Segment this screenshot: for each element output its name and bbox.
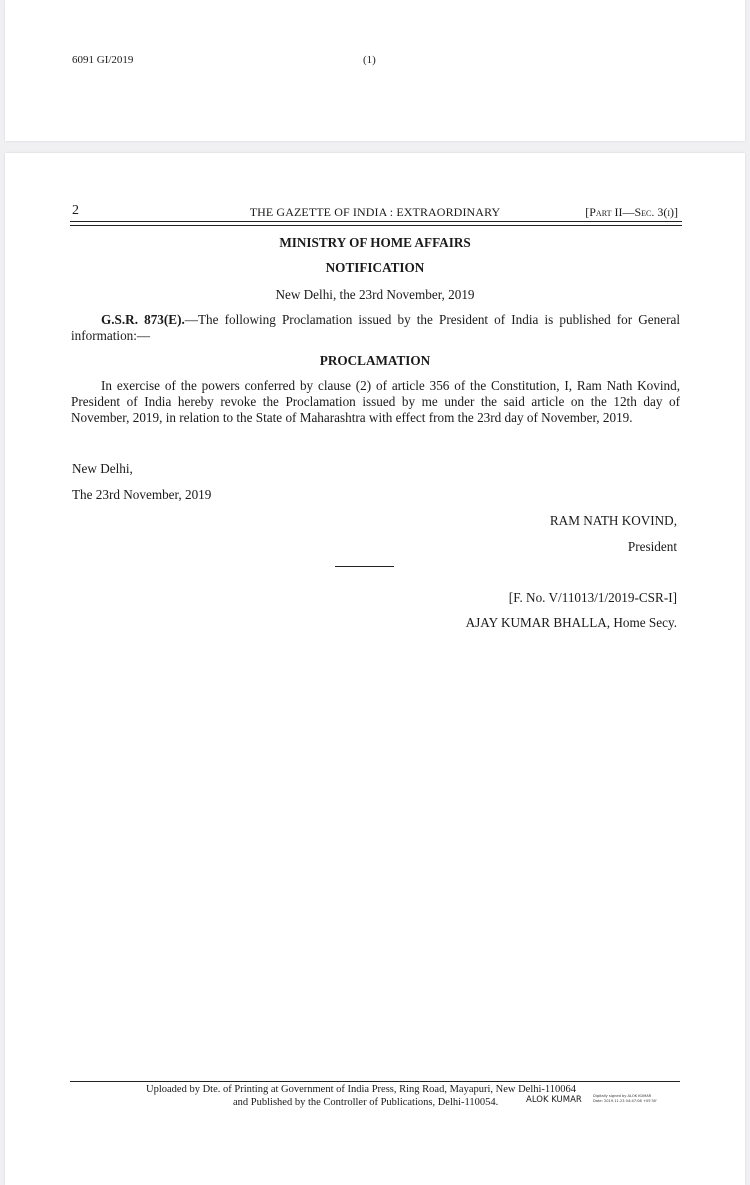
proclamation-text: In exercise of the powers conferred by clause (2) of article 356 of the Constitution, I, Ram Nath Kovind, President of India hereby revoke the Proclamation issued by me under the said article on the 12th day of November, 2019, in relation to the State of Maharashtra with effect from the 23rd day of November, 2019. <box>71 378 680 425</box>
secretary-signature: AJAY KUMAR BHALLA, Home Secy. <box>465 615 677 630</box>
notification-heading: NOTIFICATION <box>325 260 425 275</box>
intro-text: —The following Proclamation issued by the President of India is published for General information:— <box>71 312 680 343</box>
signing-date: The 23rd November, 2019 <box>72 487 212 502</box>
signatory-name: RAM NATH KOVIND, <box>549 513 677 528</box>
digital-signature-line-1: Digitally signed by ALOK KUMAR <box>593 1094 652 1098</box>
footer-rule <box>70 1081 680 1082</box>
gsr-reference: G.S.R. 873(E). <box>101 312 185 327</box>
signatory-title: President <box>627 539 677 554</box>
intro-paragraph <box>71 312 680 344</box>
digital-signature-block <box>593 1094 657 1103</box>
page-code: 6091 GI/2019 <box>72 54 134 66</box>
part-section: [Part II—Sec. 3(i)] <box>585 205 678 219</box>
previous-page <box>5 0 745 141</box>
file-number: [F. No. V/11013/1/2019-CSR-I] <box>508 590 677 605</box>
place-date-line: New Delhi, the 23rd November, 2019 <box>275 287 475 302</box>
page-number: 2 <box>72 203 79 218</box>
signing-place: New Delhi, <box>72 461 133 476</box>
footer-line-1: Uploaded by Dte. of Printing at Government of India Press, Ring Road, Mayapuri, New Delhi-110064 <box>146 1084 577 1095</box>
footer-line-2: and Published by the Controller of Publications, Delhi-110054. <box>233 1097 499 1108</box>
page-marker: (1) <box>363 54 376 66</box>
ministry-heading: MINISTRY OF HOME AFFAIRS <box>279 235 471 250</box>
digital-signature-line-2: Date: 2019.11.23 04:47:08 +05'30' <box>593 1098 658 1103</box>
header-rule-thin <box>70 225 682 226</box>
gazette-page <box>5 153 745 1185</box>
separator-dash <box>335 566 394 567</box>
header-rule-thick <box>70 221 682 222</box>
digital-signer-name: ALOK KUMAR <box>526 1095 582 1105</box>
proclamation-heading: PROCLAMATION <box>319 353 431 368</box>
gazette-title: THE GAZETTE OF INDIA : EXTRAORDINARY <box>249 205 501 219</box>
